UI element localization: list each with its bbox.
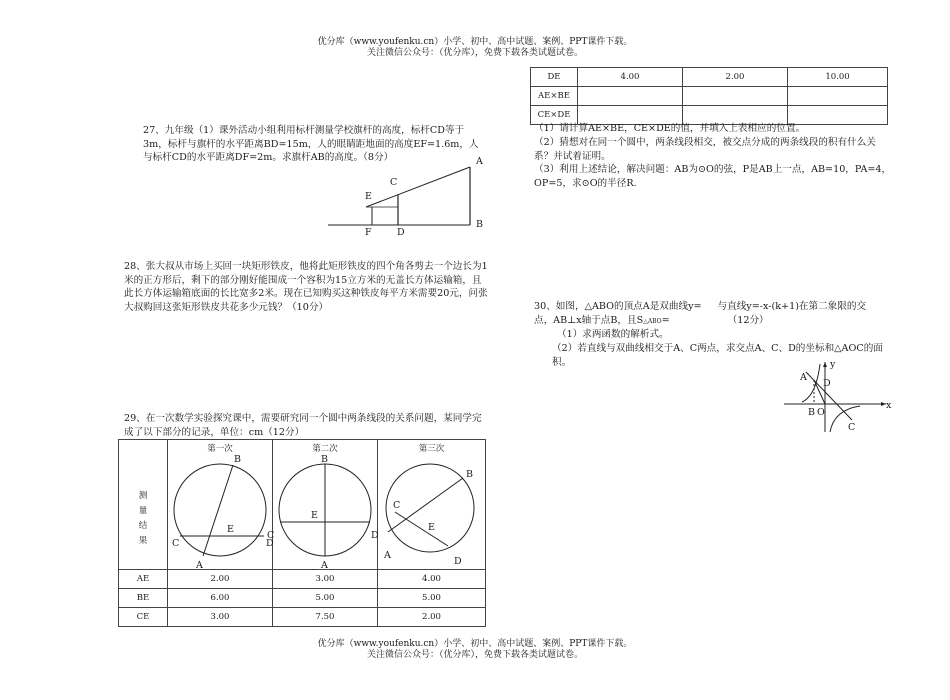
row-label-measurement: 测量结果: [119, 440, 168, 570]
question-29-part-1: （1）请计算AE×BE，CE×DE的值，并填入上表相应的位置。: [534, 123, 806, 134]
c2-label-e: E: [311, 510, 318, 521]
label-d: D: [397, 227, 405, 238]
col-header-3: 第三次: [418, 444, 445, 454]
circle-cell-3: [378, 440, 486, 570]
circle-figure-2: [267, 450, 379, 571]
col-header-2: 第二次: [312, 444, 338, 454]
c3-label-d: D: [454, 556, 462, 567]
table-row: AE×BE: [531, 87, 888, 106]
c1-label-c: C: [172, 538, 180, 549]
table-row: CE×DE: [531, 106, 888, 125]
measurement-table: [118, 439, 486, 627]
question-30-line-1: 30、如图，△ABO的顶点A是双曲线y= 与直线y=-x-(k+1)在第二象限的交: [534, 301, 867, 312]
circle-cell-2: [267, 440, 379, 571]
question-28-text: 28、张大叔从市场上买回一块矩形铁皮，他将此矩形铁皮的四个角各剪去一个边长为1米的正方形后，剩下的部分刚好能围成一个容积为15立方米的无盖长方体运输箱，且此长方体运输箱底面的长比宽多2米。现在已知购买这种铁皮每平方米需要20元，问张大叔购回这张矩形铁皮共花多少元钱？（10分）: [124, 261, 488, 313]
label-c: C: [848, 422, 856, 433]
c2-label-b: B: [321, 454, 328, 465]
c1-label-d: D: [266, 538, 274, 549]
table-row: CE 3.00 7.50 2.00: [119, 608, 486, 627]
c3-label-c: C: [393, 500, 401, 511]
label-e: E: [365, 191, 372, 202]
label-b: B: [808, 407, 815, 418]
c3-label-e: E: [428, 522, 435, 533]
question-30-part-1: （1）求两函数的解析式。: [557, 329, 669, 340]
label-b: B: [476, 219, 483, 230]
label-a: A: [800, 372, 807, 383]
hyperbola-graph: [780, 358, 895, 438]
c1-label-e: E: [227, 524, 234, 535]
page-header: [0, 37, 950, 59]
flagpole-diagram: [320, 155, 490, 238]
label-f: F: [365, 227, 372, 238]
circle-cell-1: [168, 440, 273, 570]
question-29-part-2: （2）猜想对在同一个圆中，两条线段相交，被交点分成的两条线段的积有什么关系？并试着证明。: [534, 137, 876, 162]
axis-label-y: y: [830, 359, 836, 370]
question-27-text: 27、九年级（1）课外活动小组利用标杆测量学校旗杆的高度，标杆CD等于3m，标杆与旗杆的水平距离BD=15m，人的眼睛距地面的高度EF=1.6m，人与标杆CD的水平距离DF=2m。求旗杆AB的高度。（8分）: [143, 125, 479, 163]
circle-figure-1: [168, 450, 275, 571]
header-line-2: 关注微信公众号：（优分库），免费下载各类试题试卷。: [366, 48, 583, 58]
footer-line-2: 关注微信公众号：（优分库），免费下载各类试题试卷。: [366, 650, 583, 660]
table-row: BE 6.00 5.00 5.00: [119, 589, 486, 608]
footer-line-1: 优分库（www.youfenku.cn）小学、初中、高中试题、案例、PPT课件下载。: [317, 639, 633, 649]
label-a: A: [476, 156, 483, 167]
question-30-line-2: 点，AB⊥x轴于点B，且S△ABO= （12分）: [534, 315, 769, 326]
label-d: D: [823, 378, 831, 389]
c2-label-d: D: [371, 530, 379, 541]
question-29-part-3: （3）利用上述结论，解决问题：AB为⊙O的弦，P是AB上一点，AB=10，PA=4，OP=5，求⊙O的半径R.: [534, 164, 892, 189]
c3-label-b: B: [466, 469, 473, 480]
axis-label-x: x: [886, 400, 892, 411]
page-footer: [0, 639, 950, 661]
question-29-text: 29、在一次数学实验探究课中，需要研究同一个圆中两条线段的关系问题，某同学完成了以下部分的记录，单位：cm（12分）: [124, 413, 482, 438]
c2-label-a: A: [321, 560, 328, 571]
question-30-part-2: （2）若直线与双曲线相交于A、C两点，求交点A、C、D的坐标和△AOC的面积。: [552, 343, 883, 368]
label-c: C: [390, 177, 398, 188]
header-line-1: 优分库（www.youfenku.cn）小学、初中、高中试题、案例、PPT课件下载。: [317, 37, 633, 47]
col-header-1: 第一次: [207, 444, 233, 454]
label-o: O: [817, 407, 825, 418]
c3-label-a: A: [384, 550, 391, 561]
c1-label-b: B: [234, 454, 241, 465]
measurement-table-continued: [530, 67, 888, 125]
table-row: AE 2.00 3.00 4.00: [119, 570, 486, 589]
table-row: DE 4.00 2.00 10.00: [531, 68, 888, 87]
circle-figure-3: [378, 450, 490, 568]
c1-label-a: A: [196, 560, 203, 571]
c2-label-c: C: [267, 530, 275, 541]
